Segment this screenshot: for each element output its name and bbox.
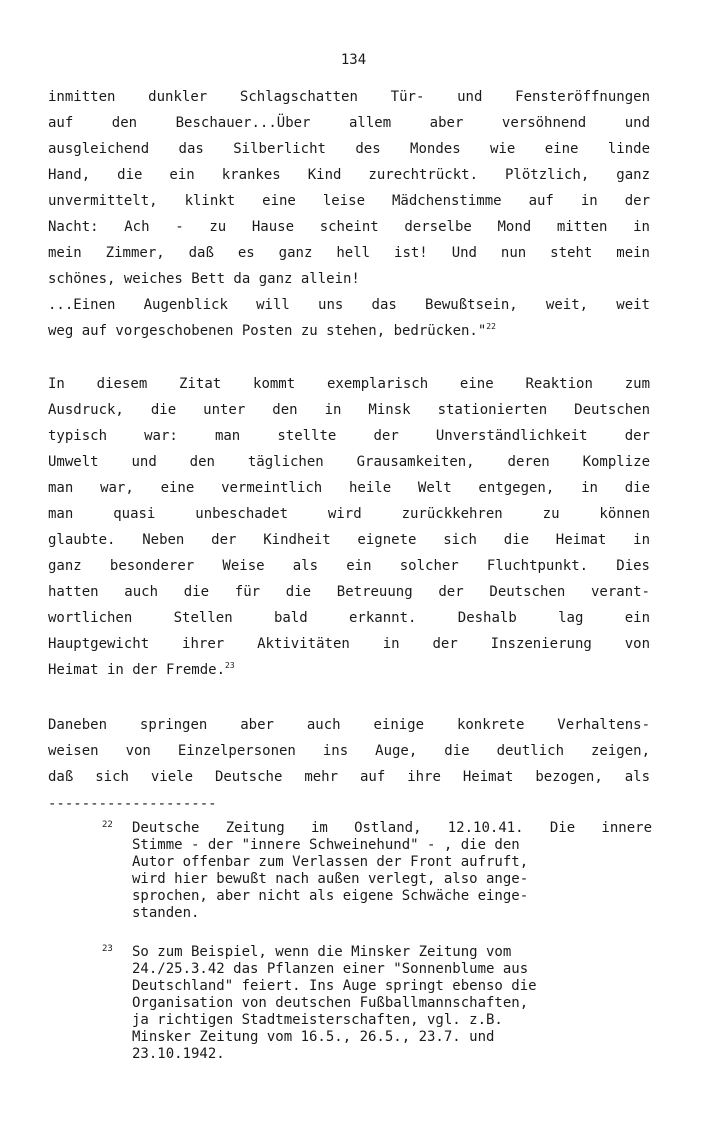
footnote-line: Organisation von deutschen Fußballmannschaften, bbox=[132, 995, 529, 1011]
footnote-line: wird hier bewußt nach außen verlegt, also ange- bbox=[132, 871, 529, 887]
footnote-marker: 22 bbox=[102, 820, 113, 830]
footnote-line: Deutsche Zeitung im Ostland, 12.10.41. Die innere bbox=[132, 820, 652, 836]
text-line: daß sich viele Deutsche mehr auf ihre Heimat bezogen, als bbox=[48, 769, 650, 785]
text-line: mein Zimmer, daß es ganz hell ist! Und nun steht mein bbox=[48, 245, 650, 261]
footnote-body bbox=[132, 944, 652, 1063]
text-line: Hand, die ein krankes Kind zurechtrückt. Plötzlich, ganz bbox=[48, 167, 650, 183]
text-line: typisch war: man stellte der Unverständlichkeit der bbox=[48, 428, 650, 444]
text-line: Heimat in der Fremde. bbox=[48, 662, 226, 678]
text-line: man war, eine vermeintlich heile Welt entgegen, in die bbox=[48, 480, 650, 496]
text-line: auf den Beschauer...Über allem aber versöhnend und bbox=[48, 115, 650, 131]
text-line: ausgleichend das Silberlicht des Mondes wie eine linde bbox=[48, 141, 650, 157]
footnote-line: Deutschland" feiert. Ins Auge springt ebenso die bbox=[132, 978, 537, 994]
text-line: wortlichen Stellen bald erkannt. Deshalb lag ein bbox=[48, 610, 650, 626]
page-number: 134 bbox=[340, 52, 367, 68]
text-line: In diesem Zitat kommt exemplarisch eine Reaktion zum bbox=[48, 376, 650, 392]
text-line: glaubte. Neben der Kindheit eignete sich die Heimat in bbox=[48, 532, 650, 548]
paragraph-behaviour bbox=[48, 712, 650, 790]
footnote-line: Minsker Zeitung vom 16.5., 26.5., 23.7. und bbox=[132, 1029, 495, 1045]
footnote-line: Autor offenbar zum Verlassen der Front aufruft, bbox=[132, 854, 529, 870]
footnote-line: ja richtigen Stadtmeisterschaften, vgl. z.B. bbox=[132, 1012, 503, 1028]
text-line: inmitten dunkler Schlagschatten Tür- und Fensteröffnungen bbox=[48, 89, 650, 105]
text-line: Ausdruck, die unter den in Minsk stationierten Deutschen bbox=[48, 402, 650, 418]
text-line-with-ref bbox=[48, 318, 650, 344]
text-line: weisen von Einzelpersonen ins Auge, die deutlich zeigen, bbox=[48, 743, 650, 759]
text-line: hatten auch die für die Betreuung der Deutschen verant- bbox=[48, 584, 650, 600]
footnote-line: So zum Beispiel, wenn die Minsker Zeitung vom bbox=[132, 944, 512, 960]
text-line: man quasi unbeschadet wird zurückkehren zu können bbox=[48, 506, 650, 522]
text-line: Umwelt und den täglichen Grausamkeiten, deren Komplize bbox=[48, 454, 650, 470]
footnote-marker: 23 bbox=[102, 944, 113, 954]
text-line: Nacht: Ach - zu Hause scheint derselbe Mond mitten in bbox=[48, 219, 650, 235]
footnote-line: standen. bbox=[132, 905, 200, 921]
footnote-line: Stimme - der "innere Schweinehund" - , die den bbox=[132, 837, 520, 853]
text-line: unvermittelt, klinkt eine leise Mädchenstimme auf in der bbox=[48, 193, 650, 209]
text-line: schönes, weiches Bett da ganz allein! bbox=[48, 271, 360, 287]
footnote-ref-23: 23 bbox=[225, 661, 235, 670]
text-line: ...Einen Augenblick will uns das Bewußtsein, weit, weit bbox=[48, 297, 650, 313]
footnote-body bbox=[132, 820, 652, 922]
footnote-ref-22: 22 bbox=[486, 322, 496, 331]
footnote-line: 24./25.3.42 das Pflanzen einer "Sonnenblume aus bbox=[132, 961, 529, 977]
footnote-separator: -------------------- bbox=[48, 796, 217, 812]
text-line: weg auf vorgeschobenen Posten zu stehen, bedrücken." bbox=[48, 323, 487, 339]
text-line-with-ref bbox=[48, 657, 650, 683]
footnote-line: sprochen, aber nicht als eigene Schwäche einge- bbox=[132, 888, 529, 904]
text-line: ganz besonderer Weise als ein solcher Fluchtpunkt. Dies bbox=[48, 558, 650, 574]
text-line: Daneben springen aber auch einige konkrete Verhaltens- bbox=[48, 717, 650, 733]
paragraph-quote bbox=[48, 84, 650, 344]
footnote-line: 23.10.1942. bbox=[132, 1046, 225, 1062]
text-line: Hauptgewicht ihrer Aktivitäten in der Inszenierung von bbox=[48, 636, 650, 652]
paragraph-analysis bbox=[48, 371, 650, 683]
